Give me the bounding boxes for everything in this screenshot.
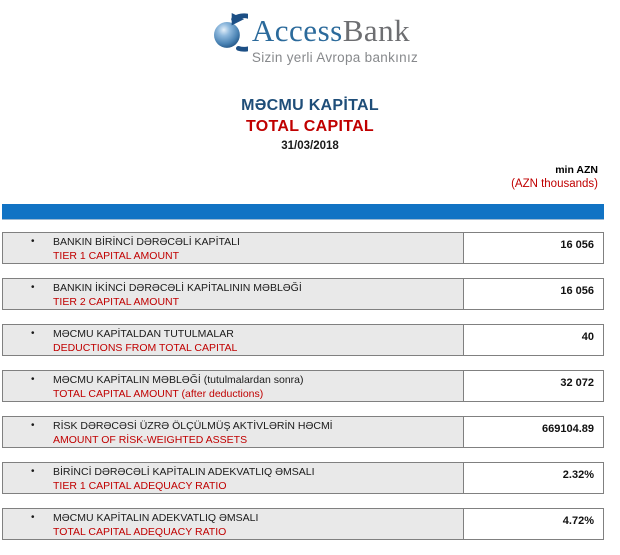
row-label-cell	[2, 232, 464, 264]
row-label-az: BANKIN İKİNCİ DƏRƏCƏLİ KAPİTALININ MƏBLƏĞİ	[53, 282, 302, 294]
units-az: min AZN	[555, 164, 598, 176]
row-labels	[53, 373, 459, 401]
bank-name	[252, 14, 418, 48]
row-value: 2.32%	[562, 469, 594, 481]
report-title-block	[0, 97, 620, 152]
row-label-az: MƏCMU KAPİTALIN ADEKVATLIQ ƏMSALI	[53, 512, 259, 524]
row-value-cell	[463, 278, 604, 310]
bank-name-bank: Bank	[342, 13, 411, 48]
bullet-icon: •	[31, 512, 35, 523]
bullet-icon: •	[31, 236, 35, 247]
row-labels	[53, 465, 459, 493]
bank-tagline: Sizin yerli Avropa bankınız	[251, 50, 419, 66]
row-value-cell	[463, 370, 604, 402]
capital-table	[2, 232, 604, 554]
row-value-cell	[463, 508, 604, 540]
report-date: 31/03/2018	[281, 140, 339, 153]
row-label-cell	[2, 370, 464, 402]
table-row	[2, 370, 604, 402]
row-label-az: MƏCMU KAPİTALIN MƏBLƏĞİ (tutulmalardan sonra)	[53, 374, 304, 386]
row-label-cell	[2, 508, 464, 540]
row-label-cell	[2, 462, 464, 494]
row-label-cell	[2, 416, 464, 448]
row-label-cell	[2, 278, 464, 310]
report-title-az: MƏCMU KAPİTAL	[241, 97, 379, 115]
row-label-en: TIER 1 CAPITAL ADEQUACY RATIO	[53, 480, 227, 492]
row-value: 16 056	[560, 285, 594, 297]
row-labels	[53, 235, 459, 263]
row-label-az: MƏCMU KAPİTALDAN TUTULMALAR	[53, 328, 234, 340]
bullet-icon: •	[31, 420, 35, 431]
table-row	[2, 508, 604, 540]
row-label-en: TOTAL CAPITAL ADEQUACY RATIO	[53, 526, 227, 538]
row-value: 40	[581, 331, 594, 343]
accessbank-globe-icon	[202, 12, 248, 56]
row-value-cell	[463, 232, 604, 264]
row-labels	[53, 327, 459, 355]
row-label-en: DEDUCTIONS FROM TOTAL CAPITAL	[53, 342, 238, 354]
bullet-icon: •	[31, 374, 35, 385]
bank-logo	[0, 0, 620, 65]
row-label-en: TOTAL CAPITAL AMOUNT (after deductions)	[53, 388, 264, 400]
report-title-en: TOTAL CAPITAL	[245, 118, 375, 136]
row-value: 4.72%	[562, 515, 594, 527]
units-en: (AZN thousands)	[511, 178, 598, 191]
row-label-az: RİSK DƏRƏCƏSİ ÜZRƏ ÖLÇÜLMÜŞ AKTİVLƏRİN HƏCMİ	[53, 420, 333, 432]
table-row	[2, 278, 604, 310]
row-value-cell	[463, 462, 604, 494]
row-value-cell	[463, 324, 604, 356]
row-label-az: BİRİNCİ DƏRƏCƏLİ KAPİTALIN ADEKVATLIQ ƏMSALI	[53, 466, 315, 478]
row-label-cell	[2, 324, 464, 356]
row-labels	[53, 511, 459, 539]
bullet-icon: •	[31, 466, 35, 477]
row-label-en: TIER 1 CAPITAL AMOUNT	[53, 250, 180, 262]
row-value-cell	[463, 416, 604, 448]
bullet-icon: •	[31, 282, 35, 293]
row-value: 16 056	[560, 239, 594, 251]
section-header-bar	[2, 204, 604, 220]
bank-name-access: Access	[251, 13, 343, 48]
table-row	[2, 324, 604, 356]
table-row	[2, 462, 604, 494]
row-labels	[53, 419, 459, 447]
row-labels	[53, 281, 459, 309]
row-label-en: TIER 2 CAPITAL AMOUNT	[53, 296, 180, 308]
row-label-az: BANKIN BİRİNCİ DƏRƏCƏLİ KAPİTALI	[53, 236, 240, 248]
row-value: 669104.89	[542, 423, 594, 435]
row-value: 32 072	[560, 377, 594, 389]
table-row	[2, 416, 604, 448]
row-label-en: AMOUNT OF RİSK-WEIGHTED ASSETS	[53, 434, 248, 446]
bullet-icon: •	[31, 328, 35, 339]
units-note	[511, 164, 598, 192]
table-row	[2, 232, 604, 264]
